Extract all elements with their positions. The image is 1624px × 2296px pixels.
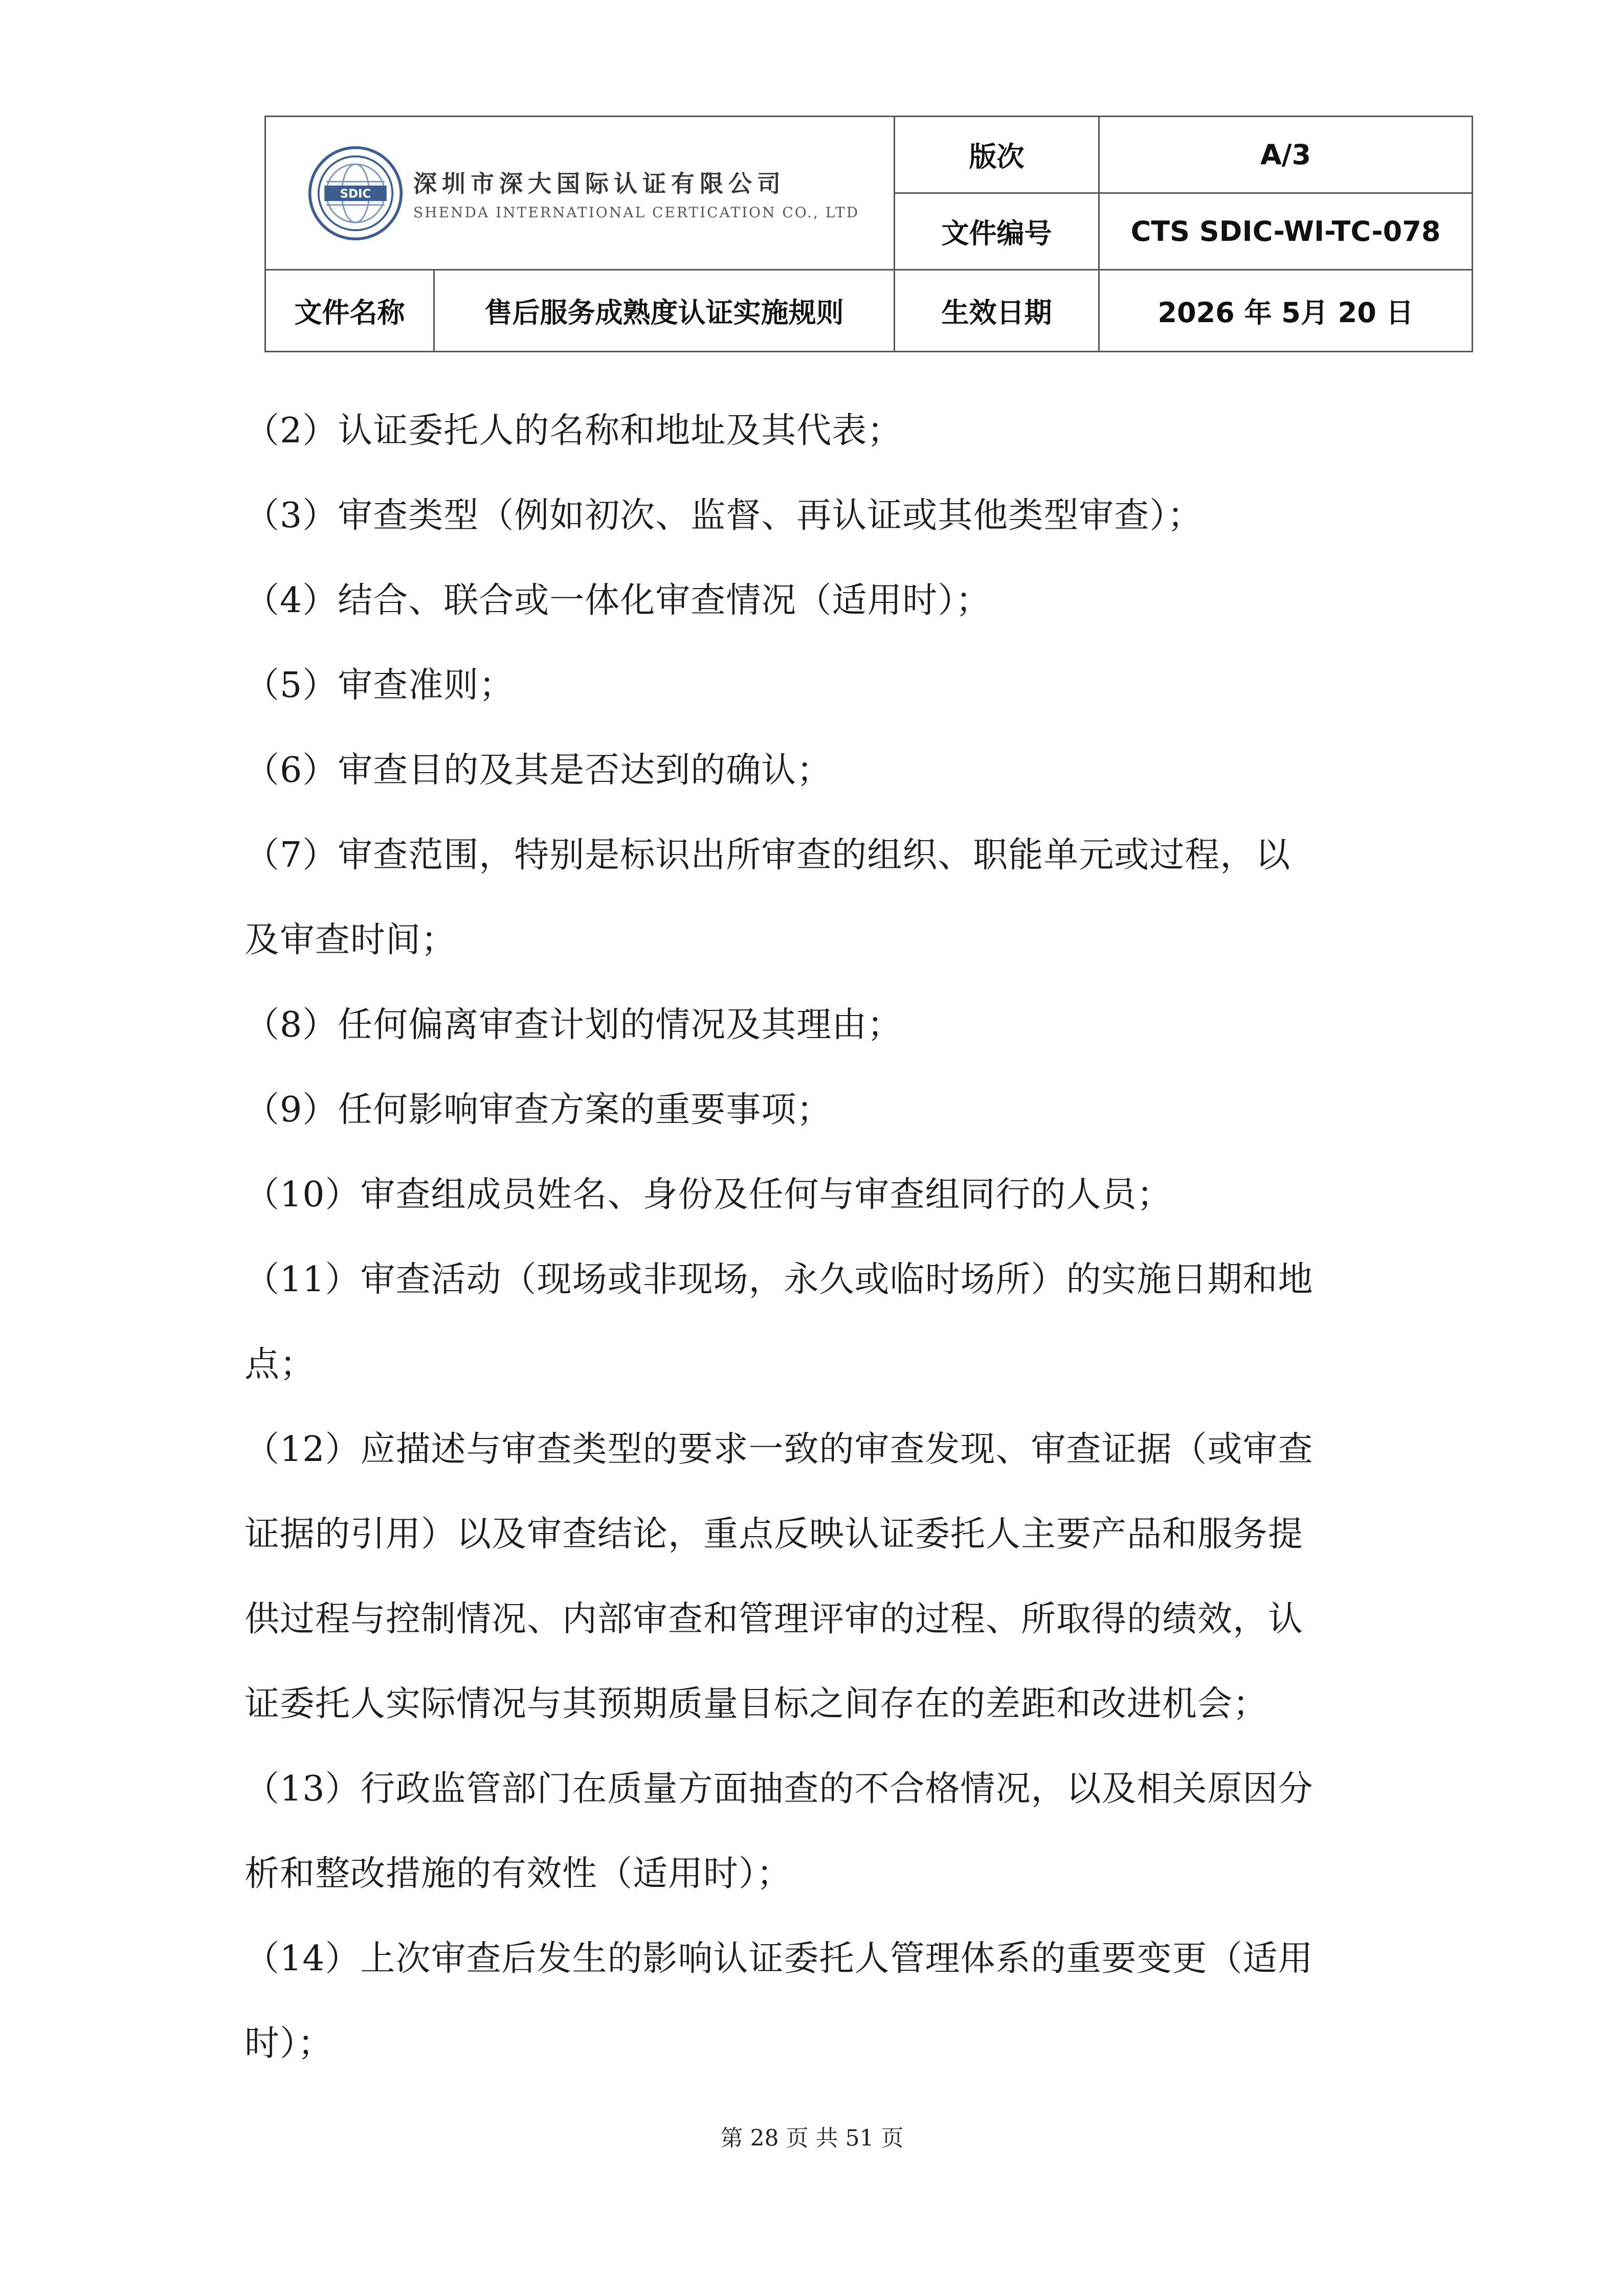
version-label: 版次 bbox=[895, 117, 1099, 193]
company-name-en: SHENDA INTERNATIONAL CERTICATION CO., LTD bbox=[413, 204, 860, 221]
body-line: （8）任何偏离审查计划的情况及其理由； bbox=[244, 1005, 903, 1045]
doc-name-label: 文件名称 bbox=[265, 270, 434, 352]
body-line: 证据的引用）以及审查结论，重点反映认证委托人主要产品和服务提 bbox=[244, 1514, 1304, 1555]
body-line: （2）认证委托人的名称和地址及其代表； bbox=[244, 411, 903, 451]
body-line: （11）审查活动（现场或非现场，永久或临时场所）的实施日期和地 bbox=[244, 1259, 1314, 1300]
page-number-footer: 第 28 页 共 51 页 bbox=[720, 2125, 904, 2151]
body-line: （10）审查组成员姓名、身份及任何与审查组同行的人员； bbox=[244, 1175, 1172, 1215]
body-line: 供过程与控制情况、内部审查和管理评审的过程、所取得的绩效，认 bbox=[244, 1599, 1304, 1639]
body-line: （5）审查准则； bbox=[244, 665, 515, 706]
version-value: A/3 bbox=[1099, 117, 1473, 193]
doc-number-value: CTS SDIC-WI-TC-078 bbox=[1099, 193, 1473, 270]
body-line: （6）审查目的及其是否达到的确认； bbox=[244, 750, 832, 791]
body-line: （12）应描述与审查类型的要求一致的审查发现、审查证据（或审查 bbox=[244, 1429, 1314, 1470]
body-line: （14）上次审查后发生的影响认证委托人管理体系的重要变更（适用 bbox=[244, 1939, 1314, 1979]
company-name-cn: 深圳市深大国际认证有限公司 bbox=[413, 170, 786, 197]
body-line: （9）任何影响审查方案的重要事项； bbox=[244, 1090, 832, 1130]
body-line: 时）； bbox=[244, 2023, 333, 2064]
effective-date-label: 生效日期 bbox=[895, 270, 1099, 352]
document-header-table bbox=[264, 116, 1473, 352]
body-line: （7）审查范围，特别是标识出所审查的组织、职能单元或过程，以 bbox=[244, 835, 1291, 875]
logo-text: SDIC bbox=[340, 187, 371, 201]
doc-name-value: 售后服务成熟度认证实施规则 bbox=[434, 270, 895, 352]
company-logo-icon bbox=[307, 145, 404, 242]
doc-number-label: 文件编号 bbox=[895, 193, 1099, 270]
body-line: 析和整改措施的有效性（适用时）； bbox=[244, 1854, 792, 1894]
body-line: 及审查时间； bbox=[244, 920, 457, 960]
document-body bbox=[244, 389, 1390, 2086]
body-line: 点； bbox=[244, 1344, 316, 1385]
body-line: （4）结合、联合或一体化审查情况（适用时）； bbox=[244, 580, 991, 621]
effective-date-value: 2026 年 5月 20 日 bbox=[1099, 270, 1473, 352]
company-logo-cell bbox=[265, 117, 895, 270]
body-line: 证委托人实际情况与其预期质量目标之间存在的差距和改进机会； bbox=[244, 1684, 1269, 1724]
body-line: （3）审查类型（例如初次、监督、再认证或其他类型审查）； bbox=[244, 496, 1203, 536]
body-line: （13）行政监管部门在质量方面抽查的不合格情况，以及相关原因分 bbox=[244, 1769, 1314, 1809]
